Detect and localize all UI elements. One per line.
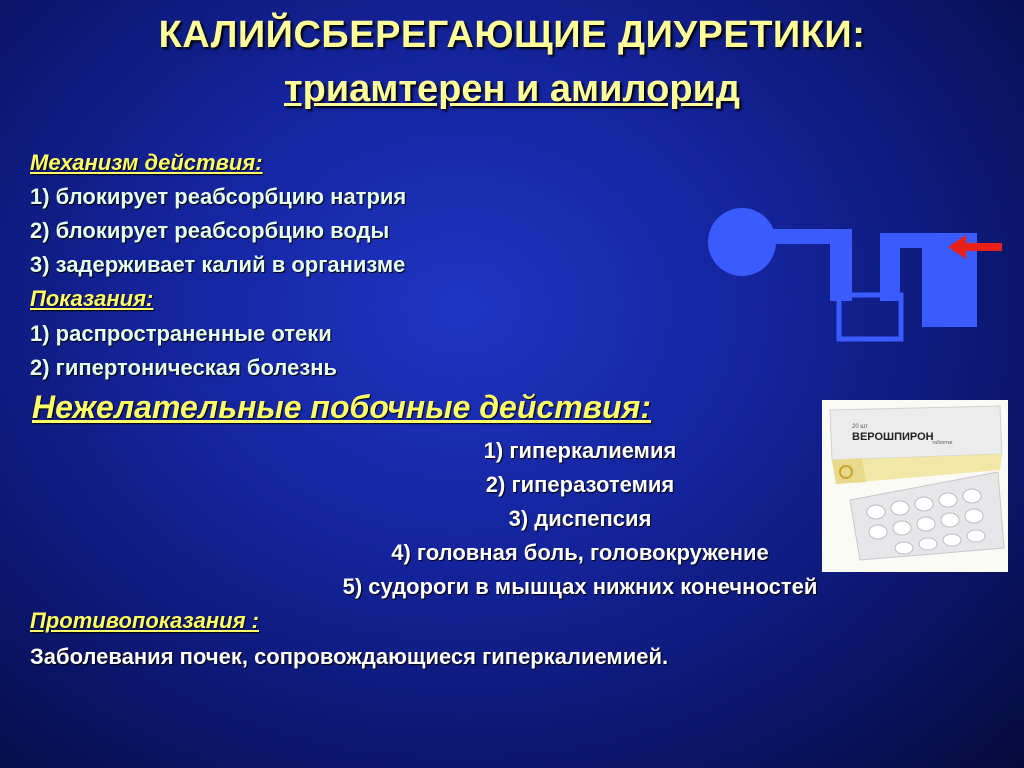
indications-heading: Показания:	[30, 286, 154, 311]
contraindications-heading: Противопоказания :	[30, 608, 259, 633]
side-effect-item: 2) гиперазотемия	[485, 472, 675, 497]
mechanism-item: 3) задерживает калий в организме	[30, 252, 406, 277]
mechanism-item: 2) блокирует реабсорбцию воды	[30, 218, 390, 243]
nephron-diagram	[700, 195, 1020, 345]
box-count-text: 20 шт	[852, 424, 868, 430]
contraindications-text: Заболевания почек, сопровождающиеся гиперкалиемией.	[30, 644, 669, 669]
slide-title: КАЛИЙСБЕРЕГАЮЩИЕ ДИУРЕТИКИ:	[158, 14, 866, 56]
mechanism-heading: Механизм действия:	[30, 150, 263, 175]
indications-item: 1) распространенные отеки	[30, 321, 332, 346]
nephron-icon	[708, 208, 977, 339]
slide-subtitle: триамтерен и амилорид	[283, 68, 741, 110]
drug-package-image	[822, 400, 1008, 572]
side-effect-item: 3) диспепсия	[508, 506, 652, 531]
indications-item: 2) гипертоническая болезнь	[30, 355, 338, 380]
box-tablets-text: таблетки	[932, 440, 953, 446]
mechanism-item: 1) блокирует реабсорбцию натрия	[30, 184, 407, 209]
side-effect-item: 4) головная боль, головокружение	[391, 540, 769, 565]
side-effect-item: 1) гиперкалиемия	[483, 438, 677, 463]
side-effect-item: 5) судороги в мышцах нижних конечностей	[342, 574, 818, 599]
side-effects-heading: Нежелательные побочные действия:	[32, 389, 652, 425]
box-brand-text: ВЕРОШПИРОН	[852, 431, 934, 443]
